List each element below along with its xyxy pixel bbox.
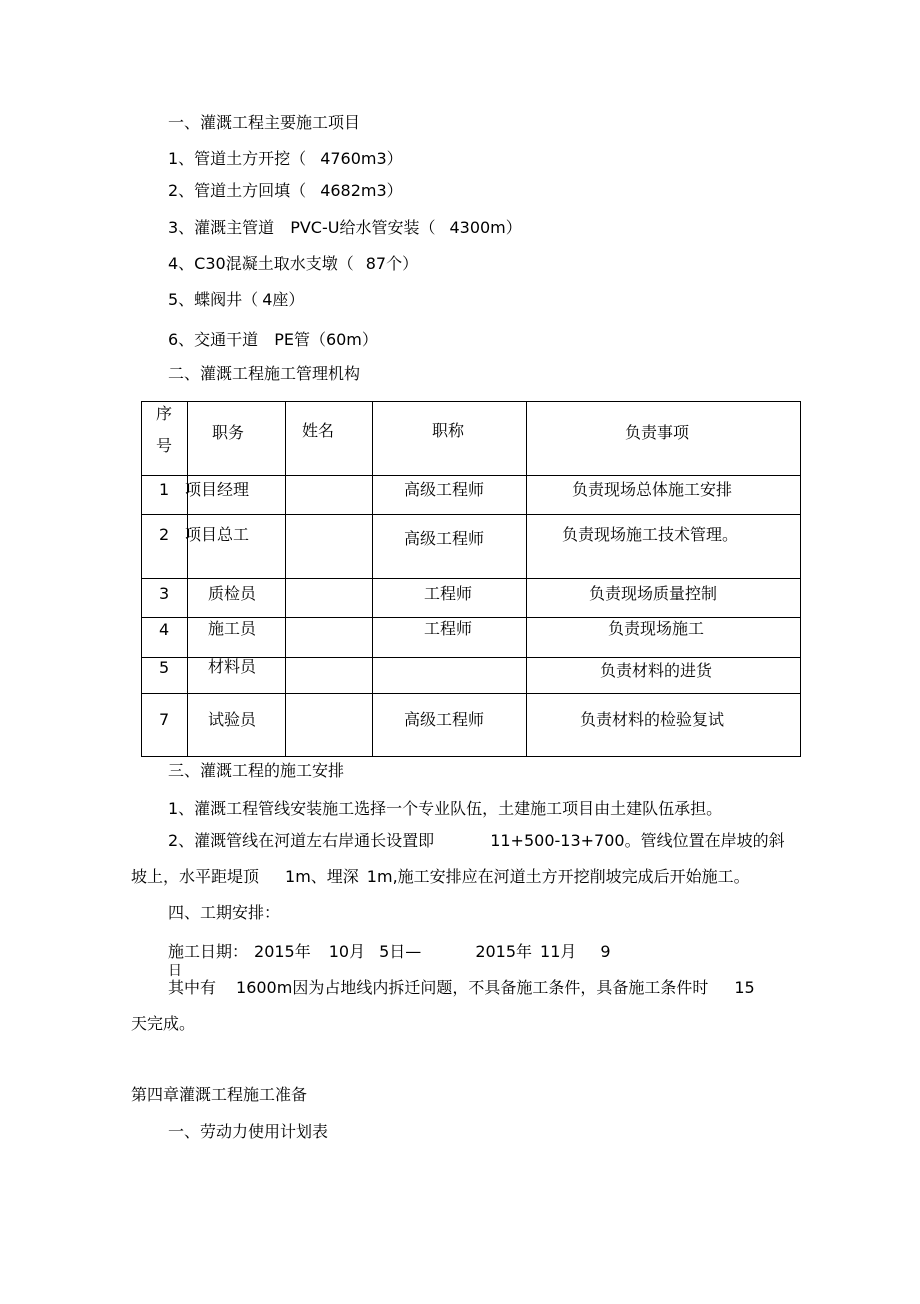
item-3-value: 4300m） — [449, 218, 522, 237]
section4-heading: 四、工期安排： — [168, 903, 281, 922]
section3-p2-d: 1m、埋深 — [285, 867, 359, 886]
row6-role: 试验员 — [208, 710, 257, 729]
section3-heading: 三、灌溉工程的施工安排 — [168, 761, 345, 780]
section3-p2-line1 — [168, 831, 785, 851]
item-4-label: 4、C30混凝土取水支墩（ — [168, 254, 354, 273]
item-5 — [168, 290, 304, 310]
item-3-middle: PVC-U给水管安装（ — [290, 218, 436, 237]
row-divider — [142, 578, 800, 579]
section3-p2-b: 11+500-13+700。管线位置在岸坡的斜 — [490, 831, 785, 850]
col-divider — [526, 402, 527, 756]
row1-no: 1 — [159, 480, 170, 499]
section3-p2-c: 坡上，水平距堤顶 — [131, 867, 260, 886]
section4-p-line1 — [168, 978, 755, 998]
item-1-label: 1、管道土方开挖（ — [168, 149, 307, 168]
section4-p-c: 15 — [734, 978, 755, 997]
col-divider — [372, 402, 373, 756]
header-title: 职称 — [432, 421, 465, 440]
row3-no: 3 — [159, 584, 170, 603]
col-divider — [285, 402, 286, 756]
row-divider — [142, 617, 800, 618]
end-day-unit: 日 — [168, 963, 182, 979]
item-6-label: 6、交通干道 — [168, 330, 259, 349]
item-1-value: 4760m3） — [320, 149, 403, 168]
end-month: 11月 — [540, 942, 577, 961]
row-divider — [142, 514, 800, 515]
row5-role: 材料员 — [208, 657, 257, 676]
item-3-label: 3、灌溉主管道 — [168, 218, 275, 237]
start-month: 10月 — [328, 942, 366, 961]
item-6-value: PE管（60m） — [274, 330, 378, 349]
chapter4-sub: 一、劳动力使用计划表 — [168, 1122, 329, 1141]
row-divider — [142, 475, 800, 476]
header-duty: 负责事项 — [625, 423, 690, 442]
section3-p1: 1、灌溉工程管线安装施工选择一个专业队伍，土建施工项目由土建队伍承担。 — [168, 799, 723, 818]
item-2-value: 4682m3） — [320, 181, 403, 200]
row1-title: 高级工程师 — [404, 480, 485, 499]
row2-duty: 负责现场施工技术管理。 — [562, 525, 739, 544]
section4-p-b: 1600m因为占地线内拆迁问题，不具备施工条件，具备施工条件时 — [236, 978, 709, 997]
row2-role: 项目总工 — [185, 525, 250, 544]
row4-no: 4 — [159, 620, 170, 639]
section3-p2-a: 2、灌溉管线在河道左右岸通长设置即 — [168, 831, 435, 850]
section1-heading: 一、灌溉工程主要施工项目 — [168, 113, 361, 132]
row4-title: 工程师 — [424, 619, 473, 638]
item-3 — [168, 218, 522, 238]
row5-duty: 负责材料的进货 — [600, 661, 713, 680]
end-year: 2015年 — [475, 942, 533, 961]
item-1 — [168, 149, 403, 169]
row3-duty: 负责现场质量控制 — [589, 584, 718, 603]
section2-heading: 二、灌溉工程施工管理机构 — [168, 364, 361, 383]
item-2-label: 2、管道土方回填（ — [168, 181, 307, 200]
item-4 — [168, 254, 418, 274]
start-year: 2015年 — [254, 942, 311, 961]
row6-title: 高级工程师 — [404, 710, 485, 729]
schedule-line — [168, 942, 611, 962]
item-5-value: 4座） — [262, 290, 305, 309]
row4-role: 施工员 — [208, 619, 257, 638]
section4-p-a: 其中有 — [168, 978, 217, 997]
row5-no: 5 — [159, 658, 170, 677]
header-role: 职务 — [212, 423, 245, 442]
section4-p-d: 天完成。 — [131, 1014, 196, 1033]
item-4-value: 87个） — [365, 254, 419, 273]
header-no-line2: 号 — [156, 436, 173, 455]
row3-role: 质检员 — [208, 584, 257, 603]
item-6 — [168, 330, 378, 350]
row1-role: 项目经理 — [185, 480, 250, 499]
management-table — [141, 401, 801, 757]
col-divider — [187, 402, 188, 756]
row-divider — [142, 693, 800, 694]
start-day: 5日— — [379, 942, 422, 961]
row2-no: 2 — [159, 525, 170, 544]
item-2 — [168, 181, 403, 201]
header-name: 姓名 — [302, 421, 335, 440]
row6-duty: 负责材料的检验复试 — [580, 710, 725, 729]
end-day: 9 — [600, 942, 611, 961]
date-label: 施工日期： — [168, 942, 249, 961]
chapter4-title: 第四章灌溉工程施工准备 — [131, 1085, 308, 1104]
row1-duty: 负责现场总体施工安排 — [572, 480, 733, 499]
row4-duty: 负责现场施工 — [608, 619, 705, 638]
header-no-line1: 序 — [156, 404, 173, 423]
row6-no: 7 — [159, 710, 170, 729]
row2-title: 高级工程师 — [404, 529, 485, 548]
row3-title: 工程师 — [424, 584, 473, 603]
section3-p2-line2 — [131, 867, 750, 887]
item-5-label: 5、蝶阀井（ — [168, 290, 259, 309]
section3-p2-e: 1m,施工安排应在河道土方开挖削坡完成后开始施工。 — [366, 867, 750, 886]
